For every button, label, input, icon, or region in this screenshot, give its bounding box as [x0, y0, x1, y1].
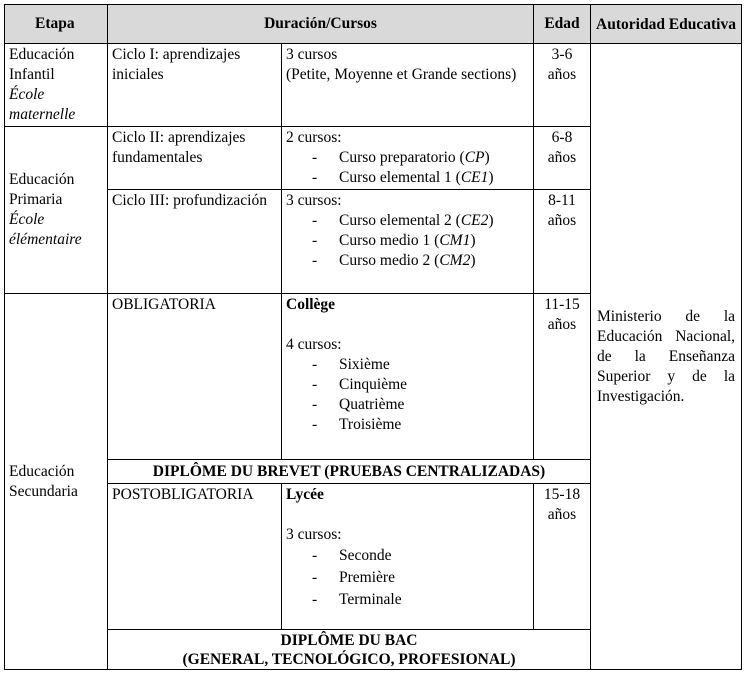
lycee-title: Lycée: [286, 486, 324, 503]
list-item: - Troisième: [312, 415, 529, 435]
cursos-infantil-title: 3 cursos: [286, 46, 338, 63]
list-item: - Terminale: [312, 589, 529, 611]
cursos-ciclo3-list: [286, 211, 529, 271]
obligatoria-label: OBLIGATORIA: [108, 294, 282, 460]
cursos-postobligatoria-list: [286, 545, 529, 611]
education-system-table: [4, 4, 742, 670]
cursos-infantil-detail: (Petite, Moyenne et Grande sections): [286, 66, 517, 83]
diplome-bac: [108, 630, 591, 670]
list-item: - Seconde: [312, 545, 529, 567]
cursos-ciclo2-list: [286, 148, 529, 188]
list-item: - Première: [312, 567, 529, 589]
list-item: - Sixième: [312, 355, 529, 375]
list-item: - Quatrième: [312, 395, 529, 415]
list-item: - Curso medio 2 (CM2): [312, 251, 529, 271]
list-item: - Curso preparatorio (CP): [312, 148, 529, 168]
list-item: - Curso medio 1 (CM1): [312, 231, 529, 251]
college-title: Collège: [286, 296, 336, 313]
cursos-ciclo2-title: 2 cursos:: [286, 129, 342, 146]
cursos-postobligatoria: [282, 484, 534, 630]
edad-ciclo3: 8-11 años: [534, 190, 591, 294]
etapa-primaria: [5, 127, 108, 294]
postobligatoria-label: POSTOBLIGATORIA: [108, 484, 282, 630]
cursos-obligatoria-title: 4 cursos:: [286, 336, 342, 353]
cursos-ciclo3: [282, 190, 534, 294]
list-item: - Curso elemental 1 (CE1): [312, 168, 529, 188]
cursos-obligatoria: [282, 294, 534, 460]
etapa-infantil: [5, 44, 108, 127]
header-etapa: Etapa: [5, 5, 108, 44]
header-edad: Edad: [534, 5, 591, 44]
ciclo-3: Ciclo III: profundización: [108, 190, 282, 294]
diplome-bac-title: DIPLÔME DU BAC: [280, 631, 418, 649]
cursos-postobligatoria-title: 3 cursos:: [286, 526, 342, 543]
row-infantil: [5, 44, 742, 127]
cursos-obligatoria-list: [286, 355, 529, 435]
cursos-ciclo2: [282, 127, 534, 190]
edad-ciclo2: 6-8 años: [534, 127, 591, 190]
diplome-brevet: DIPLÔME DU BREVET (PRUEBAS CENTRALIZADAS): [108, 460, 591, 484]
cursos-infantil: [282, 44, 534, 127]
autoridad-educativa: Ministerio de la Educación Nacional, de la Enseñanza Superior y de la Investigación.: [591, 44, 742, 670]
list-item: - Cinquième: [312, 375, 529, 395]
ciclo-1: Ciclo I: aprendizajes iniciales: [108, 44, 282, 127]
cursos-ciclo3-title: 3 cursos:: [286, 192, 342, 209]
header-duracion: Duración/Cursos: [108, 5, 534, 44]
ciclo-2: Ciclo II: aprendizajes fundamentales: [108, 127, 282, 190]
diplome-bac-subtitle: (GENERAL, TECNOLÓGICO, PROFESIONAL): [182, 650, 516, 668]
etapa-infantil-label: Educación Infantil: [9, 46, 75, 83]
header-row: [5, 5, 742, 44]
edad-postobligatoria: 15-18 años: [534, 484, 591, 630]
etapa-secundaria: Educación Secundaria: [5, 294, 108, 670]
etapa-primaria-french: École élémentaire: [9, 211, 82, 248]
edad-obligatoria: 11-15 años: [534, 294, 591, 460]
list-item: - Curso elemental 2 (CE2): [312, 211, 529, 231]
edad-infantil: 3-6 años: [534, 44, 591, 127]
etapa-primaria-label: Educación Primaria: [9, 171, 75, 208]
etapa-infantil-french: École maternelle: [9, 86, 76, 123]
header-autoridad: Autoridad Educativa: [591, 5, 742, 44]
